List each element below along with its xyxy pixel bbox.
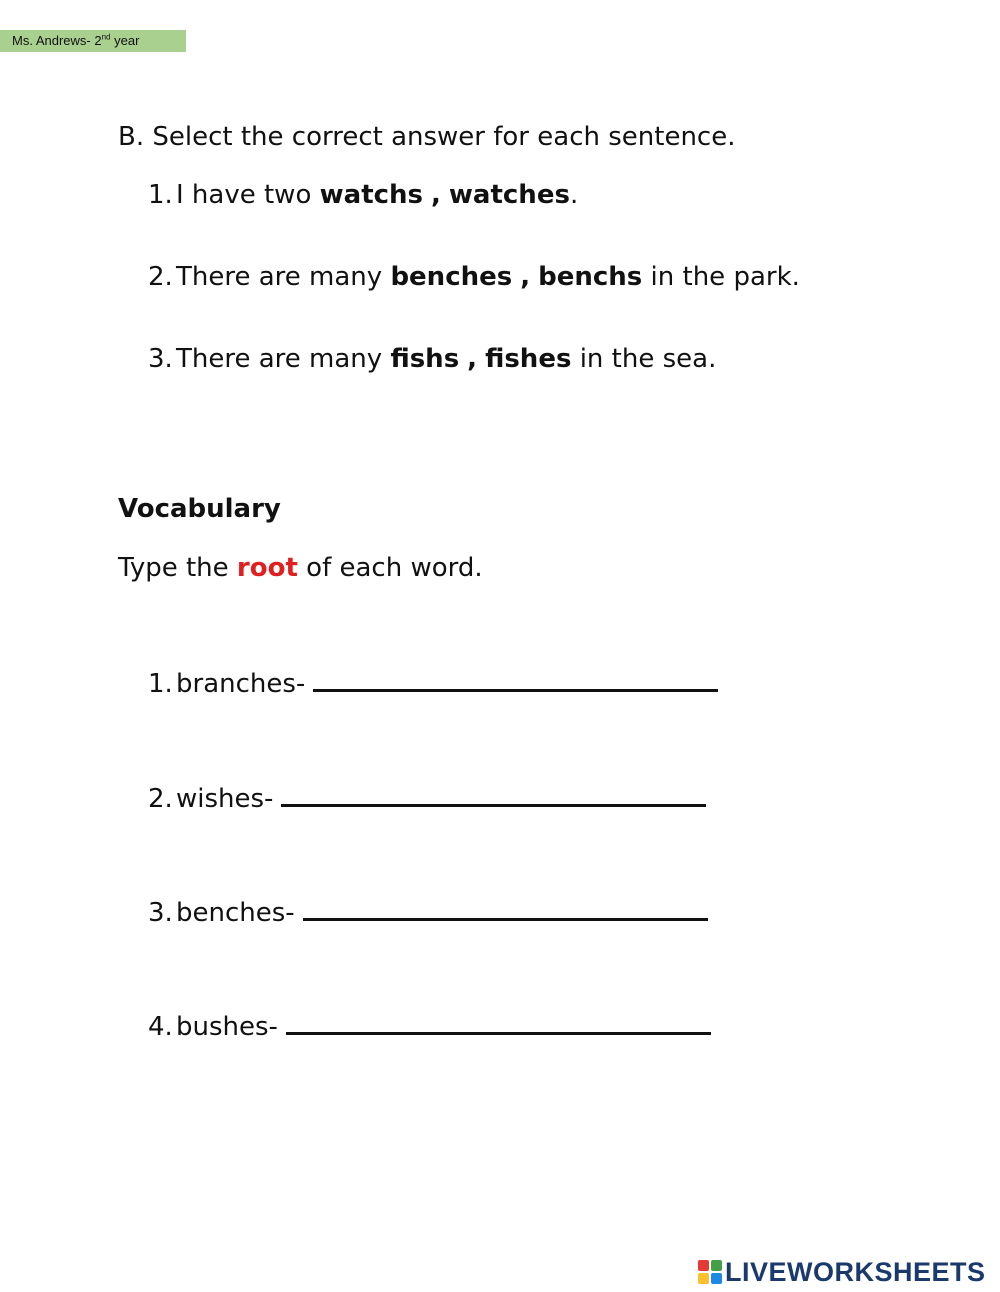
ordinal-suffix: nd (101, 32, 111, 42)
question-number: 3. (148, 344, 173, 374)
vocab-item-benches (148, 896, 708, 928)
question-text-end: in the park. (642, 262, 800, 292)
answer-option-watchs[interactable]: watchs (319, 180, 424, 210)
vocab-item-bushes (148, 1010, 711, 1042)
vocab-word: branches- (176, 669, 306, 699)
vocab-item-branches (148, 667, 718, 699)
vocab-number: 2. (148, 784, 173, 814)
vocab-number: 3. (148, 898, 173, 928)
question-text: I have two (176, 180, 320, 210)
vocab-word: wishes- (176, 784, 274, 814)
question-number: 2. (148, 262, 173, 292)
answer-option-benchs[interactable]: benchs (538, 262, 643, 292)
section-b-instruction: B. Select the correct answer for each sentence. (118, 122, 736, 152)
question-1 (148, 180, 578, 210)
vocab-item-wishes (148, 782, 706, 814)
answer-blank-input[interactable] (281, 782, 706, 807)
logo-square (711, 1260, 722, 1271)
answer-option-benches[interactable]: benches (390, 262, 513, 292)
instruction-text: Type the (118, 553, 237, 583)
teacher-label: Ms. Andrews- 2 (12, 33, 102, 48)
vocabulary-instruction (118, 553, 483, 583)
instruction-text-end: of each word. (297, 553, 483, 583)
question-number: 1. (148, 180, 173, 210)
vocabulary-title: Vocabulary (118, 494, 281, 524)
option-separator: , (467, 344, 478, 374)
question-3 (148, 344, 716, 374)
logo-square (711, 1273, 722, 1284)
year-label: year (110, 33, 140, 48)
answer-blank-input[interactable] (286, 1010, 711, 1035)
vocab-number: 4. (148, 1012, 173, 1042)
logo-square (698, 1260, 709, 1271)
logo-icon (698, 1260, 722, 1284)
root-highlight: root (236, 553, 298, 583)
answer-blank-input[interactable] (303, 896, 708, 921)
question-text: There are many (176, 262, 391, 292)
vocab-word: benches- (176, 898, 295, 928)
logo-text: LIVEWORKSHEETS (725, 1256, 986, 1287)
option-separator: , (431, 180, 441, 210)
answer-blank-input[interactable] (313, 667, 718, 692)
question-text-end: in the sea. (571, 344, 717, 374)
vocab-number: 1. (148, 669, 173, 699)
question-text: There are many (176, 344, 391, 374)
vocab-word: bushes- (176, 1012, 278, 1042)
question-text-end: . (569, 180, 579, 210)
liveworksheets-logo (698, 1252, 986, 1292)
answer-option-watches[interactable]: watches (448, 180, 570, 210)
teacher-header-tag (0, 30, 186, 52)
logo-square (698, 1273, 709, 1284)
option-separator: , (520, 262, 531, 292)
answer-option-fishs[interactable]: fishs (390, 344, 460, 374)
question-2 (148, 262, 800, 292)
answer-option-fishes[interactable]: fishes (485, 344, 572, 374)
